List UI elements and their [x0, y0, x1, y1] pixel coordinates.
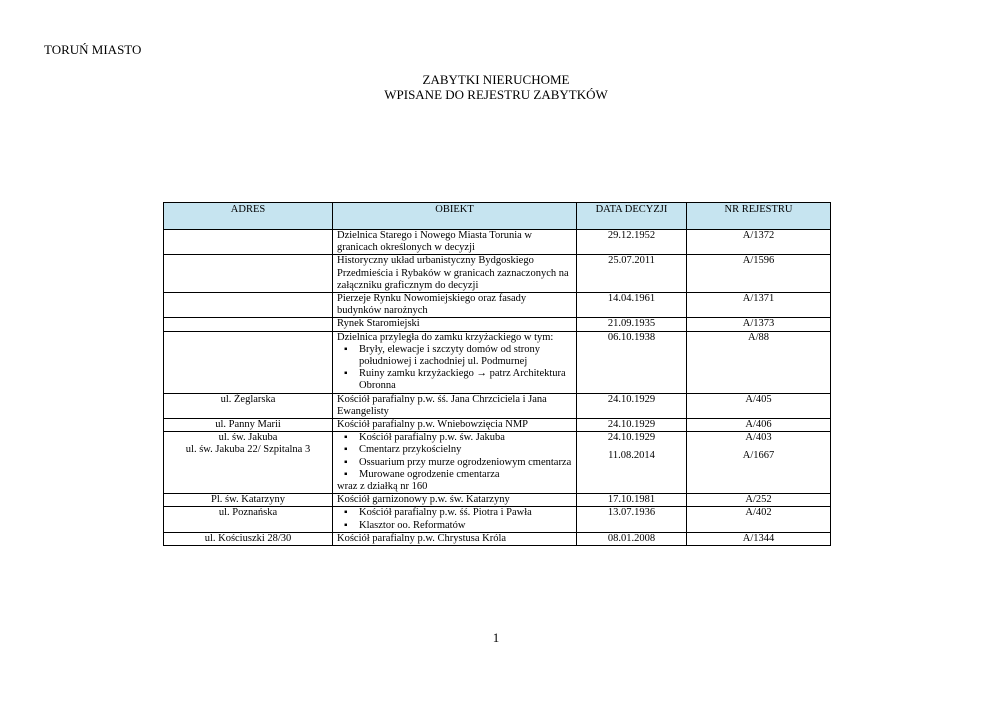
register-table: [163, 202, 831, 546]
cell-nr: A/1373: [687, 318, 831, 331]
list-item: ▪ Cmentarz przykościelny: [359, 444, 572, 456]
cell-adres: ul. Kościuszki 28/30: [164, 532, 333, 545]
obiekt-bullet-list: [337, 344, 572, 393]
cell-adres: [164, 293, 333, 318]
cell-obiekt: Kościół garnizonowy p.w. św. Katarzyny: [333, 494, 577, 507]
cell-adres: [164, 318, 333, 331]
cell-obiekt: Kościół parafialny p.w. śś. Jana Chrzciciela i Jana Ewangelisty: [333, 393, 577, 418]
cell-nr: A/1372: [687, 230, 831, 255]
list-item: ▪ Murowane ogrodzenie cmentarza: [359, 469, 572, 481]
obiekt-intro: Dzielnica przyległa do zamku krzyżackiego w tym:: [337, 331, 554, 343]
title-line-1: ZABYTKI NIERUCHOME: [422, 72, 570, 87]
cell-obiekt: Dzielnica Starego i Nowego Miasta Torunia w granicach określonych w decyzji: [333, 230, 577, 255]
cell-obiekt: Historyczny układ urbanistyczny Bydgoskiego Przedmieścia i Rybaków w granicach zaznaczonych na załączniku graficznym do decyzji: [333, 255, 577, 293]
adres-line: ul. św. Jakuba: [218, 432, 278, 444]
cell-data: 24.10.1929: [577, 419, 687, 432]
cell-obiekt: [333, 507, 577, 532]
cell-nr: A/88: [687, 331, 831, 393]
cell-data: 17.10.1981: [577, 494, 687, 507]
cell-nr: A/1596: [687, 255, 831, 293]
table-row: [164, 230, 831, 255]
list-item: ▪ Kościół parafialny p.w. św. Jakuba: [359, 432, 572, 444]
title-line-2: WPISANE DO REJESTRU ZABYTKÓW: [384, 87, 608, 102]
cell-adres: [164, 255, 333, 293]
adres-line: ul. św. Jakuba 22/ Szpitalna 3: [185, 444, 311, 456]
table-row: [164, 419, 831, 432]
column-header-obiekt: OBIEKT: [333, 203, 577, 230]
cell-obiekt: Rynek Staromiejski: [333, 318, 577, 331]
cell-adres: [164, 432, 333, 494]
document-title: [0, 72, 992, 102]
table-row: [164, 393, 831, 418]
table-row: [164, 532, 831, 545]
cell-adres: [164, 331, 333, 393]
cell-nr: A/252: [687, 494, 831, 507]
column-header-adres: ADRES: [164, 203, 333, 230]
cell-nr: A/405: [687, 393, 831, 418]
cell-obiekt: [333, 331, 577, 393]
cell-data: 13.07.1936: [577, 507, 687, 532]
cell-adres: ul. Poznańska: [164, 507, 333, 532]
cell-data: 08.01.2008: [577, 532, 687, 545]
list-item: ▪ Ruiny zamku krzyżackiego → patrz Architektura Obronna: [359, 368, 572, 392]
table-row: [164, 293, 831, 318]
obiekt-bullet-list: [337, 432, 572, 481]
table-row: [164, 507, 831, 532]
page-number: 1: [492, 630, 500, 645]
cell-data: 29.12.1952: [577, 230, 687, 255]
column-header-nr: NR REJESTRU: [687, 203, 831, 230]
table-row: [164, 318, 831, 331]
cell-data: 14.04.1961: [577, 293, 687, 318]
cell-obiekt: Kościół parafialny p.w. Wniebowzięcia NMP: [333, 419, 577, 432]
cell-nr: [687, 432, 831, 494]
city-heading: TORUŃ MIASTO: [44, 42, 142, 57]
cell-obiekt: [333, 432, 577, 494]
table-row: [164, 255, 831, 293]
cell-nr: A/1371: [687, 293, 831, 318]
cell-data: 21.09.1935: [577, 318, 687, 331]
table-row: [164, 494, 831, 507]
obiekt-note: wraz z działką nr 160: [337, 481, 428, 493]
cell-data: 24.10.1929: [577, 393, 687, 418]
column-header-data: DATA DECYZJI: [577, 203, 687, 230]
cell-adres: ul. Żeglarska: [164, 393, 333, 418]
list-item: ▪ Bryły, elewacje i szczyty domów od strony południowej i zachodniej ul. Podmurnej: [359, 344, 572, 368]
cell-adres: [164, 230, 333, 255]
date-line: 11.08.2014: [608, 450, 655, 462]
cell-data: [577, 432, 687, 494]
list-item: ▪ Kościół parafialny p.w. śś. Piotra i Pawła: [359, 507, 572, 519]
list-item: ▪ Ossuarium przy murze ogrodzeniowym cmentarza: [359, 457, 572, 469]
cell-adres: Pl. św. Katarzyny: [164, 494, 333, 507]
cell-obiekt: Kościół parafialny p.w. Chrystusa Króla: [333, 532, 577, 545]
cell-nr: A/402: [687, 507, 831, 532]
cell-data: 06.10.1938: [577, 331, 687, 393]
nr-line: A/1667: [742, 450, 775, 462]
table-row: [164, 432, 831, 494]
date-line: 24.10.1929: [607, 432, 656, 444]
table-header-row: [164, 203, 831, 230]
cell-data: 25.07.2011: [577, 255, 687, 293]
cell-adres: ul. Panny Marii: [164, 419, 333, 432]
obiekt-bullet-list: [337, 507, 572, 531]
table-row: [164, 331, 831, 393]
nr-line: A/403: [745, 432, 772, 444]
cell-nr: A/406: [687, 419, 831, 432]
list-item: ▪ Klasztor oo. Reformatów: [359, 520, 572, 532]
cell-obiekt: Pierzeje Rynku Nowomiejskiego oraz fasady budynków narożnych: [333, 293, 577, 318]
cell-nr: A/1344: [687, 532, 831, 545]
